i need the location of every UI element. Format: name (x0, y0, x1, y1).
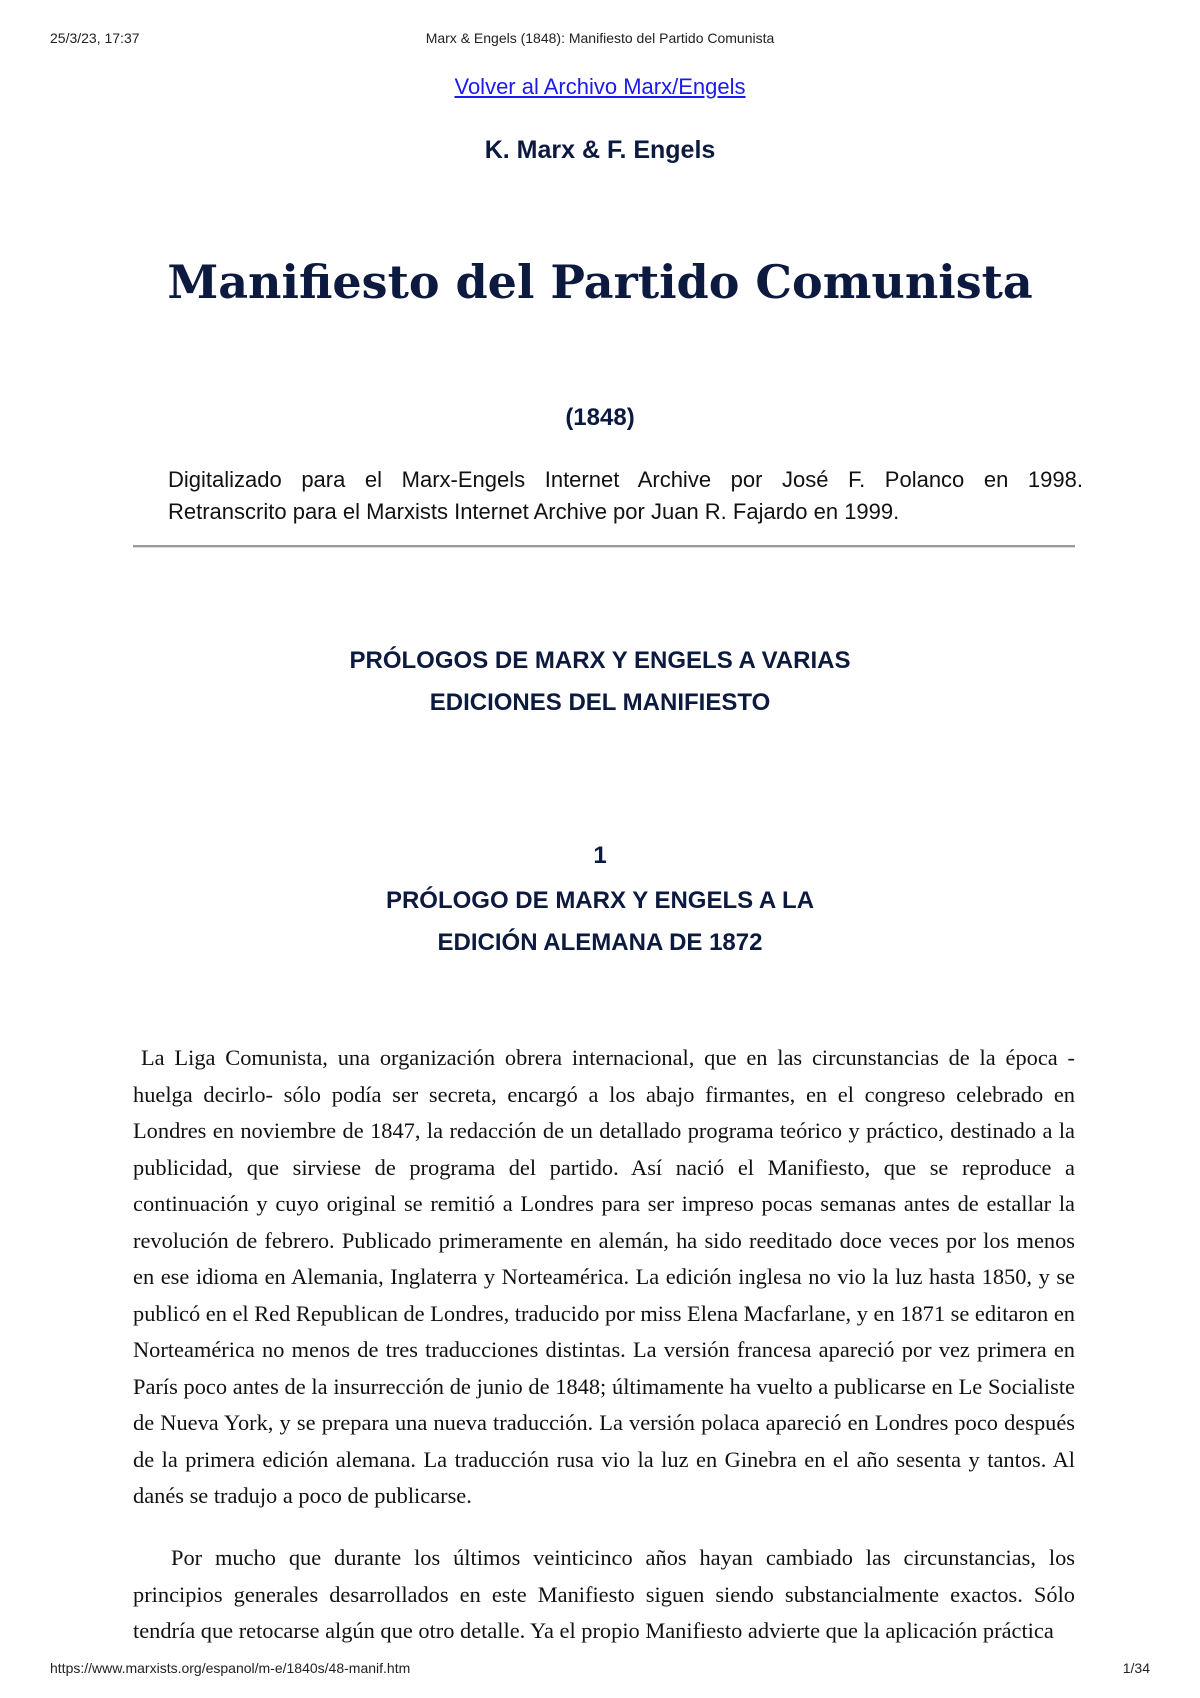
section-number: 1 (593, 842, 607, 869)
prologues-heading-line-1: PRÓLOGOS DE MARX Y ENGELS A VARIAS (349, 647, 851, 674)
section-heading (0, 880, 1200, 964)
back-link-container (0, 74, 1200, 100)
print-url: https://www.marxists.org/espanol/m-e/1840s/48-manif.htm (50, 1660, 411, 1676)
document-title: Manifiesto del Partido Comunista (167, 255, 1033, 309)
prologues-heading-line-2: EDICIONES DEL MANIFIESTO (429, 689, 771, 716)
back-to-archive-link[interactable]: Volver al Archivo Marx/Engels (454, 74, 746, 99)
section-heading-line-1: PRÓLOGO DE MARX Y ENGELS A LA (385, 887, 815, 914)
credits-block (168, 464, 1083, 528)
horizontal-divider (133, 545, 1075, 548)
print-timestamp: 25/3/23, 17:37 (50, 30, 140, 46)
body-paragraph: Por mucho que durante los últimos veinticinco años hayan cambiado las circunstancias, los principios generales desarrollados en este Manifiesto siguen siendo substancialmente exactos. Sólo tendría que retocarse algún que otro detalle. Ya el propio Manifiesto advierte que la aplicación práctica (133, 1545, 1075, 1643)
print-page-title: Marx & Engels (1848): Manifiesto del Partido Comunista (425, 30, 775, 46)
credits-line-retranscribed: Retranscrito para el Marxists Internet Archive por Juan R. Fajardo en 1999. (168, 499, 900, 524)
print-header (50, 30, 1150, 50)
credits-line-digitized: Digitalizado para el Marx-Engels Internet Archive por José F. Polanco en 1998. (168, 467, 1083, 492)
publication-year: (1848) (565, 404, 635, 431)
print-footer (50, 1660, 1150, 1680)
print-page-number: 1/34 (1122, 1660, 1150, 1676)
prologues-heading (0, 640, 1200, 724)
section-heading-line-2: EDICIÓN ALEMANA DE 1872 (437, 929, 763, 956)
body-paragraph: La Liga Comunista, una organización obrera internacional, que en las circunstancias de la época -huelga decirlo- sólo podía ser secreta, encargó a los abajo firmantes, en el congreso celebrado en Londres en noviembre de 1847, la redacción de un detallado programa teórico y práctico, destinado a la publicidad, que sirviese de programa del partido. Así nació el Manifiesto, que se reproduce a continuación y cuyo original se remitió a Londres para ser impreso pocas semanas antes de estallar la revolución de febrero. Publicado primeramente en alemán, ha sido reeditado doce veces por los menos en ese idioma en Alemania, Inglaterra y Norteamérica. La edición inglesa no vio la luz hasta 1850, y se publicó en el Red Republican de Londres, traducido por miss Elena Macfarlane, y en 1871 se editaron en Norteamérica no menos de tres traducciones distintas. La versión francesa apareció por vez primera en París poco antes de la insurrección de junio de 1848; últimamente ha vuelto a publicarse en Le Socialiste de Nueva York, y se prepara una nueva traducción. La versión polaca apareció en Londres poco después de la primera edición alemana. La traducción rusa vio la luz en Ginebra en el año sesenta y tantos. Al danés se tradujo a poco de publicarse. (133, 1045, 1075, 1508)
authors-heading: K. Marx & F. Engels (484, 136, 716, 164)
